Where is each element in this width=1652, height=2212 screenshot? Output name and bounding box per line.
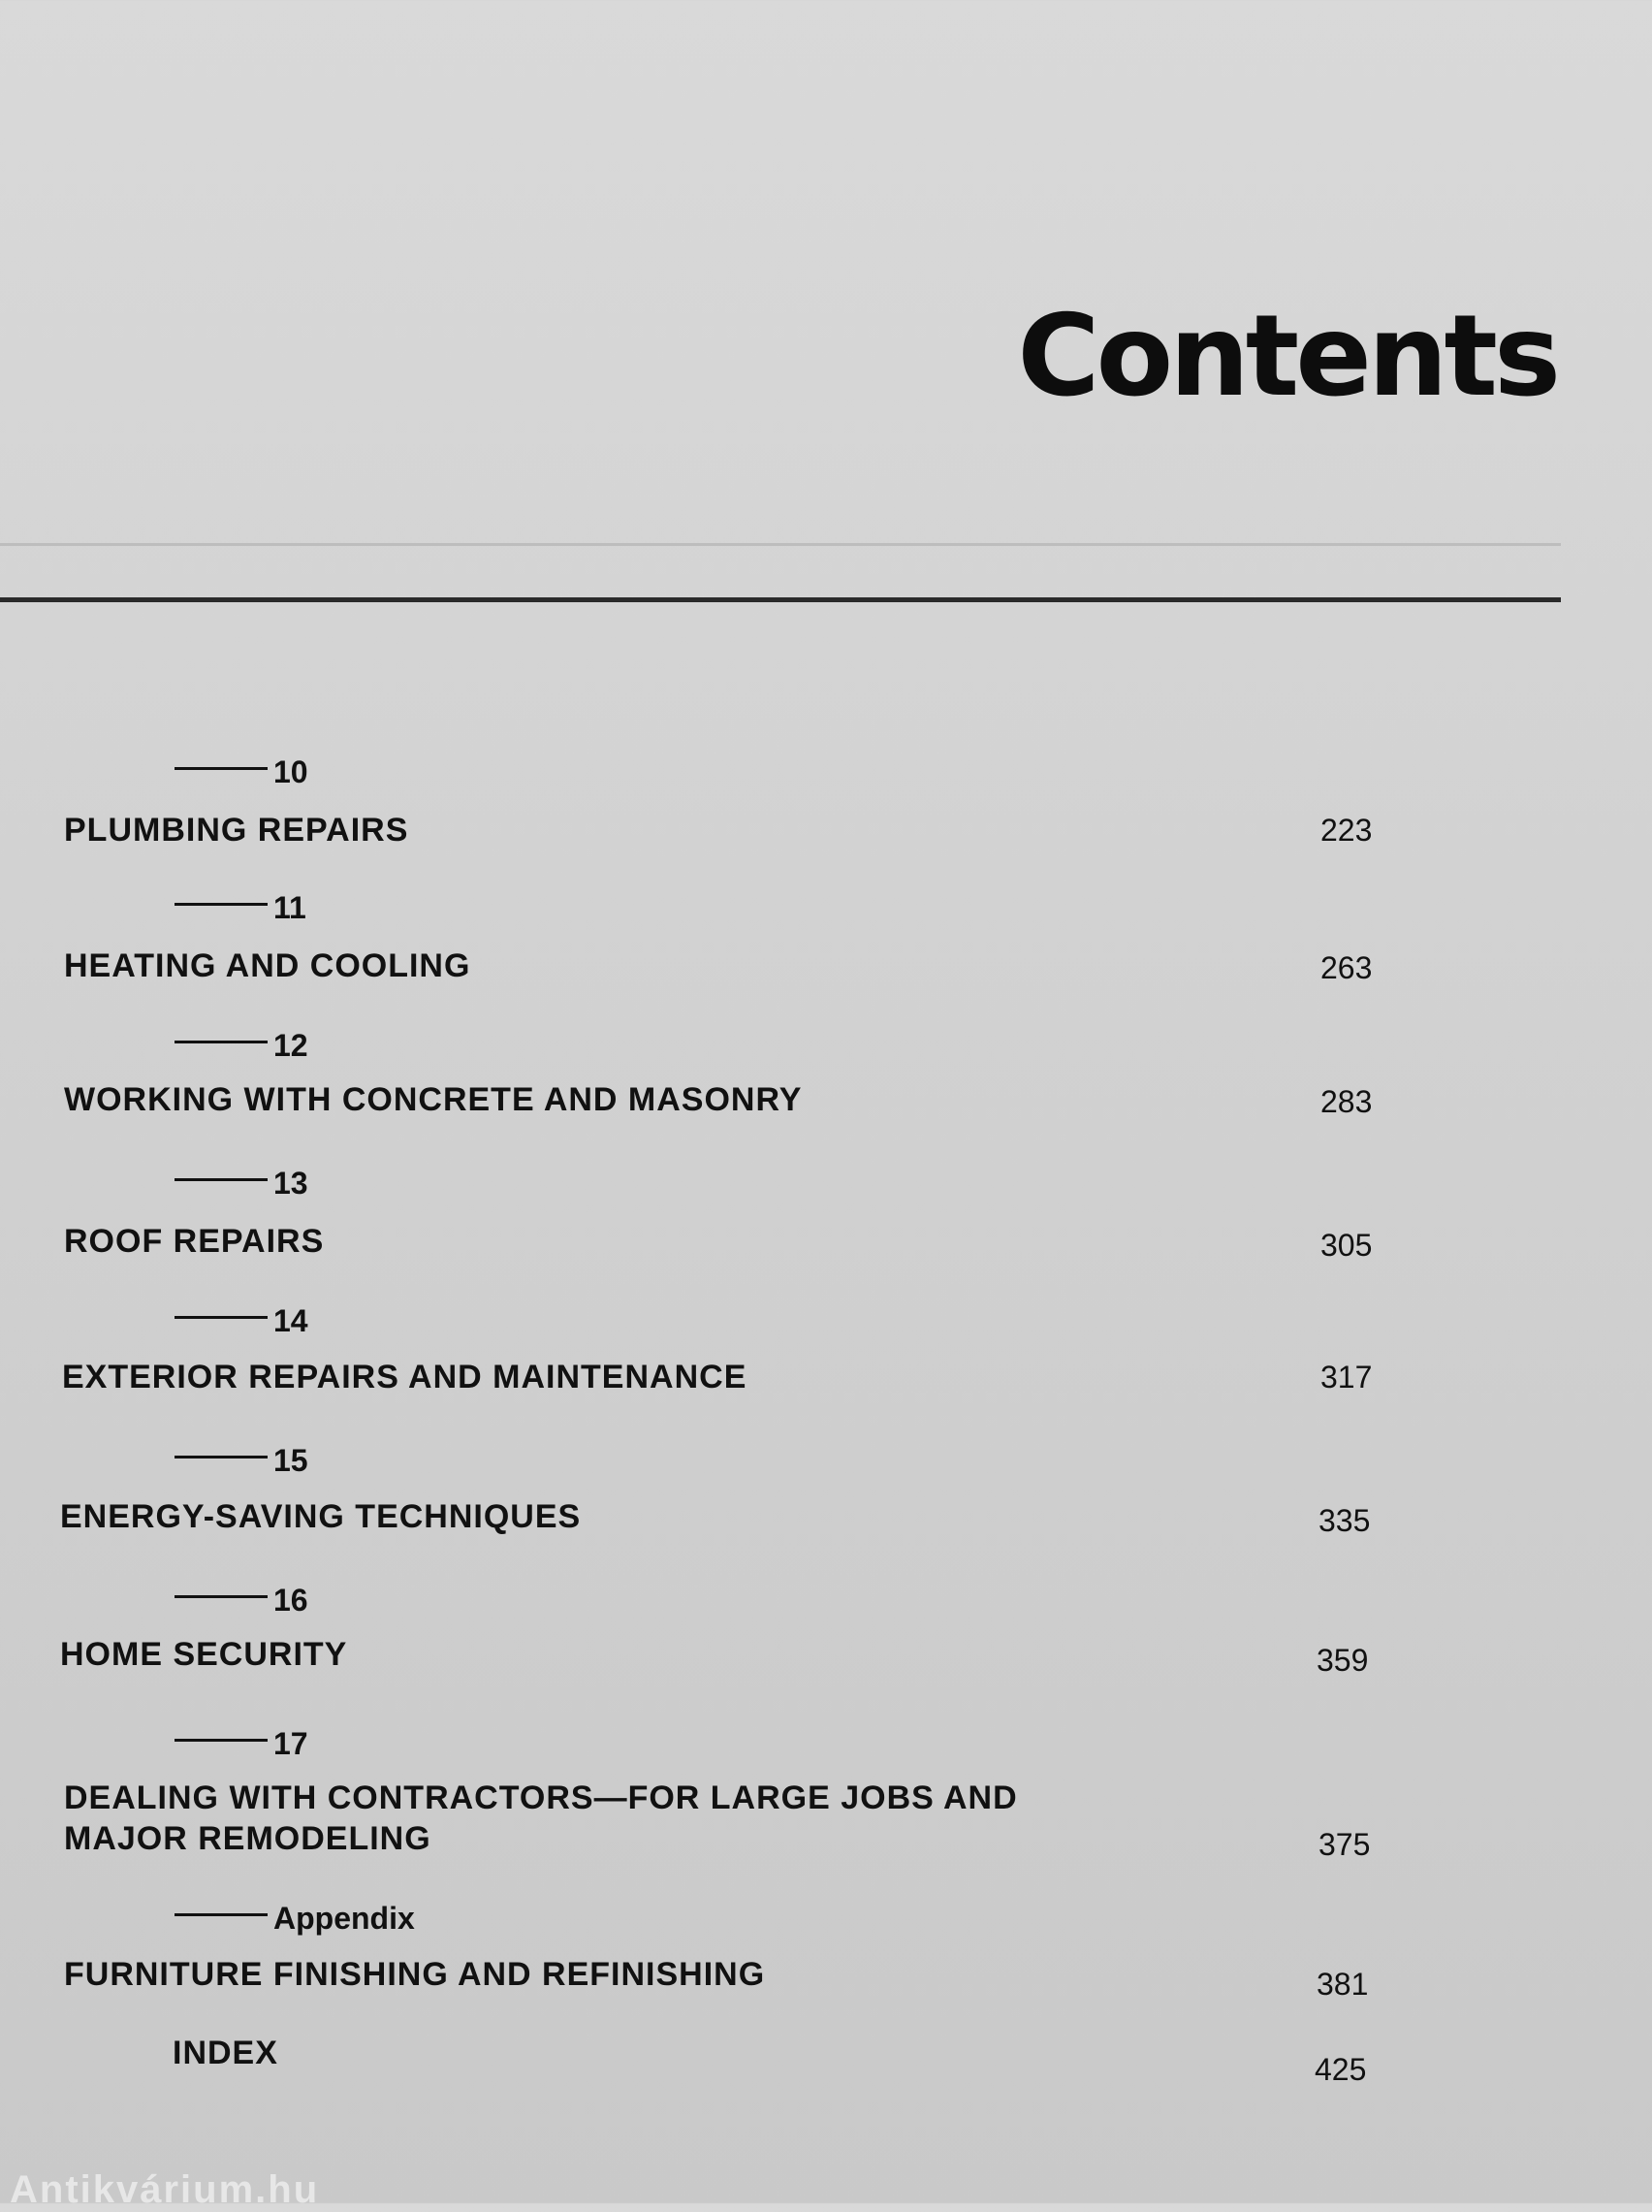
index-title: INDEX [173, 2035, 278, 2071]
page-number-10: 223 [1320, 813, 1373, 848]
chapter-title-14: EXTERIOR REPAIRS AND MAINTENANCE [62, 1359, 747, 1395]
chapter-number-13 [175, 1168, 308, 1199]
chapter-number: 16 [273, 1583, 308, 1618]
chapter-number: 17 [273, 1726, 308, 1761]
chapter-dash [175, 1316, 268, 1319]
page-number-14: 317 [1320, 1360, 1373, 1395]
chapter-title-17-line2: MAJOR REMODELING [64, 1820, 431, 1857]
chapter-number: 14 [273, 1303, 308, 1338]
page-number-16: 359 [1317, 1643, 1369, 1678]
chapter-dash [175, 767, 268, 770]
chapter-dash [175, 1178, 268, 1181]
chapter-number: Appendix [273, 1901, 415, 1936]
chapter-number: 11 [273, 890, 306, 925]
chapter-number-12 [175, 1030, 308, 1061]
chapter-number: 12 [273, 1028, 308, 1063]
page-title: Contents [1017, 291, 1557, 422]
page-number-index: 425 [1315, 2052, 1367, 2087]
header-divider [0, 597, 1561, 602]
chapter-title-17-line1: DEALING WITH CONTRACTORS—FOR LARGE JOBS AND [64, 1779, 1018, 1816]
chapter-dash [175, 1456, 268, 1459]
chapter-number: 15 [273, 1443, 308, 1478]
chapter-appendix [175, 1903, 415, 1934]
chapter-number-17 [175, 1728, 308, 1759]
chapter-title-11: HEATING AND COOLING [64, 947, 471, 984]
chapter-number: 10 [273, 754, 308, 789]
chapter-number-10 [175, 756, 308, 787]
chapter-title-10: PLUMBING REPAIRS [64, 812, 409, 849]
chapter-dash [175, 1913, 268, 1916]
chapter-dash [175, 1041, 268, 1043]
chapter-title-15: ENERGY-SAVING TECHNIQUES [60, 1498, 582, 1535]
chapter-number-16 [175, 1585, 308, 1616]
chapter-dash [175, 1595, 268, 1598]
chapter-number-14 [175, 1305, 308, 1336]
page-number-15: 335 [1318, 1503, 1371, 1538]
chapter-title-12: WORKING WITH CONCRETE AND MASONRY [64, 1081, 803, 1118]
page-number-17: 375 [1318, 1827, 1371, 1862]
chapter-title-13: ROOF REPAIRS [64, 1223, 325, 1260]
chapter-dash [175, 903, 268, 906]
chapter-dash [175, 1739, 268, 1742]
chapter-number-11 [175, 892, 306, 923]
faint-divider [0, 543, 1561, 546]
page-number-appendix: 381 [1317, 1967, 1369, 2002]
watermark-logo: Antikvárium.hu [10, 2168, 320, 2211]
page-number-11: 263 [1320, 950, 1373, 985]
chapter-number-15 [175, 1445, 308, 1476]
chapter-title-16: HOME SECURITY [60, 1636, 348, 1673]
chapter-number: 13 [273, 1166, 308, 1201]
chapter-title-appendix: FURNITURE FINISHING AND REFINISHING [64, 1956, 766, 1993]
page-number-13: 305 [1320, 1228, 1373, 1263]
page-number-12: 283 [1320, 1084, 1373, 1119]
